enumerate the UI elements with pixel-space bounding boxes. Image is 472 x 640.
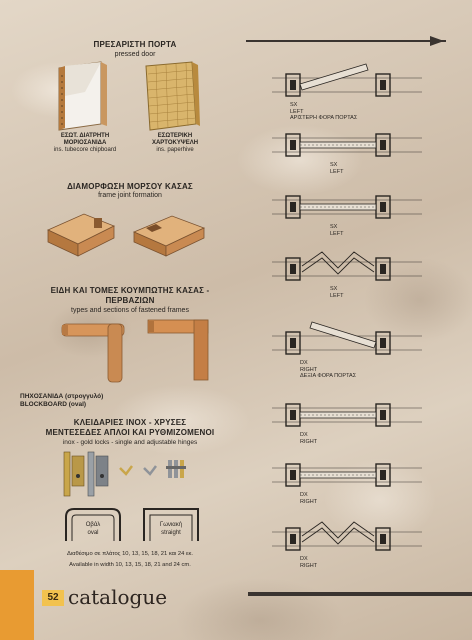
fastened-frames-subtitle: types and sections of fastened frames	[71, 307, 189, 314]
footer-accent-block	[0, 570, 34, 640]
locks-subtitle: inox - gold locks - single and adjustable hinges	[62, 439, 198, 446]
door-diagram-text: RIGHT	[300, 438, 318, 445]
paperhive-label-3: ins. paperhive	[156, 147, 194, 153]
door-diagram-7	[272, 452, 422, 498]
blockboard-label-2: BLOCKBOARD (oval)	[20, 401, 87, 408]
door-diagram-3	[272, 184, 422, 230]
frame-joint-subtitle: frame joint formation	[98, 192, 162, 199]
paperhive-door-image	[142, 62, 202, 132]
door-diagram-label-1	[290, 102, 357, 122]
door-diagram-8	[272, 516, 422, 562]
door-diagram-text: ΑΡΙΣΤΕΡΗ ΦΟΡΑ ΠΟΡΤΑΣ	[290, 115, 358, 121]
frame-joint-image-2	[130, 210, 210, 260]
door-diagram-4	[272, 246, 422, 292]
door-diagram-6	[272, 392, 422, 438]
fastened-frame-image-1	[62, 322, 132, 384]
pressed-door-title: ΠΡΕΣΑΡΙΣΤΗ ΠΟΡΤΑ	[93, 40, 177, 49]
width-info-en: Available in width 10, 13, 15, 18, 21 and 24 cm.	[69, 562, 191, 568]
door-diagram-text: SX	[330, 162, 338, 168]
door-diagram-text: DX	[300, 432, 308, 438]
door-diagram-text: LEFT	[290, 108, 304, 115]
door-diagram-text: SX	[330, 286, 338, 292]
chipboard-door-image	[55, 62, 115, 132]
door-diagram-label-5	[300, 360, 356, 380]
pressed-door-subtitle: pressed door	[114, 51, 156, 58]
page-number: 52	[42, 590, 64, 606]
door-diagram-label-7	[300, 492, 317, 505]
door-diagram-text: DX	[300, 492, 308, 498]
frame-joint-image-1	[44, 210, 120, 260]
width-info-gr: Διαθέσιμο σε πλάτος 10, 13, 15, 18, 21 και 24 εκ.	[66, 551, 194, 557]
door-diagram-text: ΔΕΞΙΑ ΦΟΡΑ ΠΟΡΤΑΣ	[300, 373, 357, 379]
paperhive-label-2: ΧΑΡΤΟΚΥΨΕΛΗ	[151, 140, 199, 146]
blockboard-label-1: ΠΗΧΟΣΑΝΙΔΑ (στρογγυλό)	[20, 393, 104, 400]
door-diagram-text: RIGHT	[300, 562, 318, 569]
fastened-frame-image-2	[148, 318, 214, 384]
oval-label-gr: Οβάλ	[85, 522, 101, 528]
paperhive-label-1: ΕΣΩΤΕΡΙΚΗ	[157, 133, 193, 139]
door-diagram-text: SX	[330, 224, 338, 230]
straight-label-en: straight	[161, 530, 181, 536]
door-diagram-label-4	[330, 286, 343, 299]
frame-joint-title: ΔΙΑΜΟΡΦΩΣΗ ΜΟΡΣΟΥ ΚΑΣΑΣ	[67, 182, 193, 191]
door-diagram-text: RIGHT	[300, 498, 318, 505]
oval-label-en: oval	[87, 530, 99, 536]
locks-title-1: ΚΛΕΙΔΑΡΙΕΣ INOX - ΧΡΥΣΕΣ	[73, 418, 187, 427]
door-diagram-text: LEFT	[330, 292, 344, 299]
door-diagram-2	[272, 122, 422, 168]
door-diagram-label-2	[330, 162, 343, 175]
fastened-frames-title-1: ΕΙΔΗ ΚΑΙ ΤΟΜΕΣ ΚΟΥΜΠΩΤΗΣ ΚΑΣΑΣ -	[50, 286, 210, 295]
door-diagram-text: SX	[290, 102, 298, 108]
rule-arrow-icon	[430, 36, 444, 46]
door-diagram-text: LEFT	[330, 230, 344, 237]
door-diagram-label-3	[330, 224, 343, 237]
chipboard-label-1: ΕΣΩΤ. ΔΙΑΤΡΗΤΗ	[60, 133, 110, 139]
door-diagram-text: DX	[300, 556, 308, 562]
locks-and-hinges-image	[60, 450, 210, 500]
top-rule	[246, 40, 446, 42]
door-diagram-text: DX	[300, 360, 308, 366]
door-diagram-text: RIGHT	[300, 366, 318, 373]
chipboard-label-2: ΜΟΡΙΟΣΑΝΙΔΑ	[63, 140, 107, 146]
door-diagram-text: LEFT	[330, 168, 344, 175]
fastened-frames-title-2: ΠΕΡΒΑΖΙΩΝ	[105, 296, 155, 305]
door-diagram-label-8	[300, 556, 317, 569]
door-diagram-label-6	[300, 432, 317, 445]
footer-rule	[248, 592, 472, 596]
locks-title-2: ΜΕΝΤΕΣΕΔΕΣ ΑΠΛΟΙ ΚΑΙ ΡΥΘΜΙΖΟΜΕΝΟΙ	[45, 428, 215, 437]
chipboard-label-3: ins. tubecore chipboard	[53, 147, 117, 153]
catalogue-label: catalogue	[68, 585, 168, 609]
straight-label-gr: Γωνιακή	[159, 522, 183, 528]
